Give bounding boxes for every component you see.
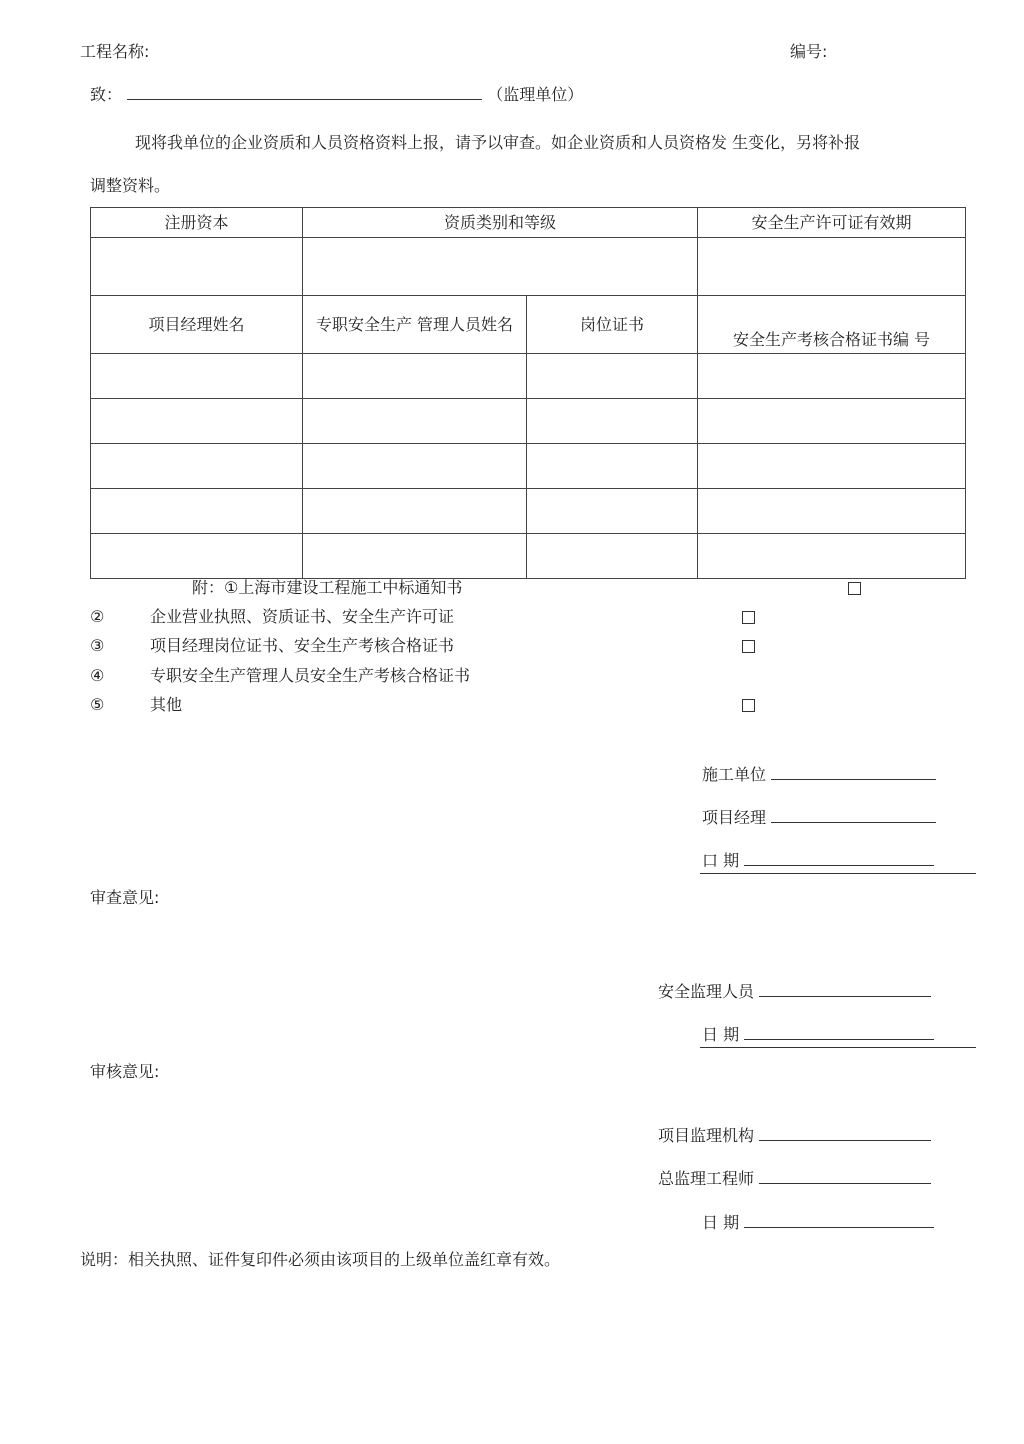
date-field-1[interactable] — [744, 851, 934, 866]
safety-supervisor-label: 安全监理人员 — [658, 982, 755, 1001]
chief-engineer-line — [658, 1169, 931, 1189]
date-line-1 — [702, 851, 934, 871]
header-assessment-cert-no: 安全生产考核合格证书编 号 — [698, 296, 966, 354]
supervision-org-label: 项目监理机构 — [658, 1126, 755, 1145]
contractor-field[interactable] — [771, 765, 936, 780]
audit-opinion-label: 审核意见: — [90, 1062, 160, 1081]
table-row — [91, 489, 966, 534]
cell-registered-capital[interactable] — [91, 238, 303, 296]
cell-qualification-grade[interactable] — [303, 238, 698, 296]
table-row — [91, 354, 966, 399]
attachment-num-4: ④ — [90, 666, 105, 685]
attachments-title: 附：①上海市建设工程施工中标通知书 — [192, 578, 463, 597]
header-license-validity: 安全生产许可证有效期 — [698, 208, 966, 238]
intro-line-2: 调整资料。 — [90, 176, 171, 195]
header-post-certificate: 岗位证书 — [527, 296, 698, 354]
attachment-num-5: ⑤ — [90, 695, 105, 714]
supervision-org-line — [658, 1126, 931, 1146]
project-manager-line — [702, 808, 936, 828]
date-label-1: 口 期 — [702, 851, 740, 870]
chief-engineer-field[interactable] — [759, 1169, 931, 1184]
to-label: 致： — [90, 85, 123, 104]
divider-1 — [700, 873, 976, 874]
date-label-3: 日 期 — [702, 1213, 740, 1232]
date-field-3[interactable] — [744, 1213, 934, 1228]
checkbox-attachment-2[interactable] — [742, 611, 755, 624]
checkbox-attachment-1[interactable] — [848, 582, 861, 595]
table-row — [91, 399, 966, 444]
header-registered-capital: 注册资本 — [91, 208, 303, 238]
attachment-text-3: 项目经理岗位证书、安全生产考核合格证书 — [150, 636, 455, 655]
intro-line-1: 现将我单位的企业资质和人员资格资料上报，请予以审查。如企业资质和人员资格发 生变化，另将补报 — [135, 133, 861, 152]
checkbox-attachment-3[interactable] — [742, 640, 755, 653]
divider-2 — [700, 1047, 976, 1048]
number-label: 编号: — [790, 42, 828, 61]
safety-supervisor-field[interactable] — [759, 982, 931, 997]
safety-supervisor-line — [658, 982, 931, 1002]
project-name-label: 工程名称: — [80, 42, 150, 61]
table-row — [91, 534, 966, 579]
date-label-2: 日 期 — [702, 1025, 740, 1044]
attachment-num-3: ③ — [90, 636, 105, 655]
contractor-line — [702, 765, 936, 785]
header-pm-name: 项目经理姓名 — [91, 296, 303, 354]
date-line-3 — [702, 1213, 934, 1233]
date-line-2 — [702, 1025, 934, 1045]
qualification-table — [90, 207, 966, 579]
header-safety-staff-name: 专职安全生产 管理人员姓名 — [303, 296, 527, 354]
attachment-text-2: 企业营业执照、资质证书、安全生产许可证 — [150, 607, 455, 626]
to-suffix: （监理单位） — [487, 85, 584, 104]
cell-license-validity[interactable] — [698, 238, 966, 296]
supervision-org-field[interactable] — [759, 1126, 931, 1141]
header-qualification-grade: 资质类别和等级 — [303, 208, 698, 238]
project-manager-field[interactable] — [771, 808, 936, 823]
date-field-2[interactable] — [744, 1025, 934, 1040]
to-line — [90, 85, 583, 105]
attachment-text-4: 专职安全生产管理人员安全生产考核合格证书 — [150, 666, 471, 685]
footer-note: 说明：相关执照、证件复印件必须由该项目的上级单位盖红章有效。 — [80, 1250, 561, 1269]
supervisor-unit-field[interactable] — [127, 85, 482, 100]
attachment-num-2: ② — [90, 607, 105, 626]
table-row — [91, 444, 966, 489]
checkbox-attachment-5[interactable] — [742, 699, 755, 712]
contractor-label: 施工单位 — [702, 765, 767, 784]
project-manager-label: 项目经理 — [702, 808, 767, 827]
chief-engineer-label: 总监理工程师 — [658, 1169, 755, 1188]
attachment-text-5: 其他 — [150, 695, 183, 714]
review-opinion-label: 审查意见: — [90, 888, 160, 907]
